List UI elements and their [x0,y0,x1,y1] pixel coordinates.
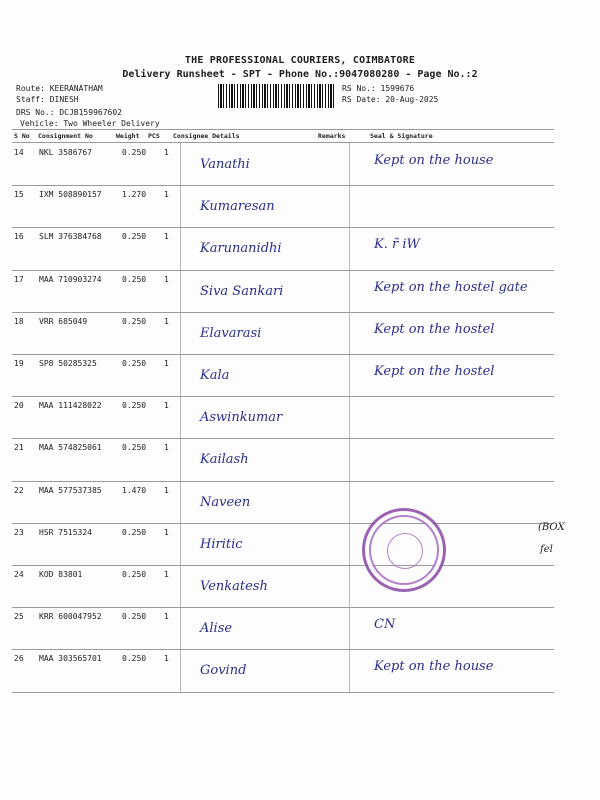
row-consignee-name: Kala [200,368,230,383]
row-consignee-name: Elavarasi [200,325,262,341]
row-weight: 0.250 [122,232,147,242]
row-signature: Kept on the house [374,153,494,168]
row-consignment-no: MAA 574825061 [39,443,102,453]
row-pcs: 1 [164,654,169,664]
row-consignment-no: SLM 376384768 [39,232,102,242]
row-weight: 1.270 [122,190,147,200]
row-weight: 0.250 [122,570,147,579]
col-remarks: Remarks [318,132,346,140]
row-consignee-name: Vanathi [200,157,250,172]
row-consignee-name: Kailash [200,452,249,468]
row-consignee-name: Venkatesh [200,579,268,594]
row-sno: 23 [14,527,24,537]
table-row [12,354,554,396]
row-sno: 25 [14,612,24,622]
row-signature: Kept on the house [374,659,494,675]
row-consignment-no: KOD 83801 [39,570,83,579]
row-sno: 17 [14,274,24,284]
row-weight: 0.250 [122,612,147,622]
row-sno: 15 [14,190,24,200]
col-consignment: Consignment No [38,132,93,140]
row-weight: 0.250 [122,527,147,537]
row-consignment-no: MAA 111428022 [39,401,102,411]
row-sno: 22 [14,485,24,495]
row-pcs: 1 [164,359,169,368]
row-weight: 1.470 [122,485,147,495]
row-sno: 24 [14,570,24,579]
row-pcs: 1 [164,570,169,579]
row-consignee-name: Hiritic [200,536,243,552]
box-note-2: fel [540,544,553,555]
row-signature: Kept on the hostel [374,321,495,337]
col-seal-signature: Seal & Signature [370,132,433,140]
table-row [12,438,554,480]
row-signature: CN [374,617,396,633]
row-pcs: 1 [164,232,169,242]
table-row [12,523,554,565]
row-consignment-no: MAA 577537385 [39,485,102,495]
table-row [12,607,554,649]
row-consignee-name: Karunanidhi [200,241,282,257]
row-divider [12,692,554,693]
rs-number: RS No.: 1599676 [342,84,415,93]
row-consignment-no: HSR 7515324 [39,527,92,537]
row-signature: K. r̃ iW [374,237,420,253]
row-weight: 0.250 [122,148,147,157]
row-sno: 18 [14,316,24,326]
table-row [12,227,554,269]
row-consignment-no: IXM 508890157 [39,190,102,200]
row-signature: Kept on the hostel gate [374,279,528,295]
row-pcs: 1 [164,190,169,200]
row-signature: Kept on the hostel [374,364,495,379]
barcode [218,84,336,108]
col-pcs: PCS [148,132,160,140]
route-label: Route: KEERANATHAM [16,84,103,93]
row-weight: 0.250 [122,401,147,411]
col-sno: S No [14,132,30,140]
row-pcs: 1 [164,527,169,537]
rs-date: RS Date: 20-Aug-2025 [342,95,439,104]
row-weight: 0.250 [122,654,147,664]
row-consignment-no: NKL 3586767 [39,148,92,157]
row-weight: 0.250 [122,359,147,368]
row-consignment-no: KRR 600047952 [39,612,102,622]
row-consignee-name: Aswinkumar [200,410,283,426]
row-consignment-no: VRR 685049 [39,316,88,326]
row-sno: 19 [14,359,24,368]
row-consignee-name: Naveen [200,494,251,510]
col-weight: Weight [116,132,140,140]
row-consignment-no: MAA 710903274 [39,274,102,284]
table-row [12,481,554,523]
col-consignee: Consignee Details [173,132,240,140]
table-row [12,143,554,185]
row-pcs: 1 [164,316,169,326]
row-pcs: 1 [164,612,169,622]
row-pcs: 1 [164,148,169,157]
row-sno: 14 [14,148,24,157]
row-sno: 21 [14,443,24,453]
drs-number: DRS No.: DCJB159967602 [16,108,122,117]
row-consignee-name: Govind [200,663,247,679]
table-row [12,649,554,691]
table-row [12,565,554,607]
staff-label: Staff: DINESH [16,95,79,104]
row-consignee-name: Kumaresan [200,199,275,215]
company-title: THE PROFESSIONAL COURIERS, COIMBATORE [184,55,416,66]
row-sno: 20 [14,401,24,411]
row-consignee-name: Alise [200,621,233,637]
row-pcs: 1 [164,401,169,411]
row-sno: 16 [14,232,24,242]
row-consignee-name: Siva Sankari [200,283,284,299]
row-pcs: 1 [164,274,169,284]
row-weight: 0.250 [122,274,147,284]
table-row [12,185,554,227]
table-row [12,396,554,438]
row-pcs: 1 [164,485,169,495]
row-weight: 0.250 [122,443,147,453]
vehicle-label: Vehicle: Two Wheeler Delivery [20,119,160,128]
box-note: (BOX [538,522,565,533]
row-weight: 0.250 [122,316,147,326]
table-row [12,270,554,312]
company-seal-stamp [362,508,446,592]
row-consignment-no: MAA 303565701 [39,654,102,664]
row-sno: 26 [14,654,24,664]
table-row [12,312,554,354]
seal-center [387,533,423,569]
table-top-border [12,129,554,130]
row-consignment-no: SP8 50285325 [39,359,97,368]
row-pcs: 1 [164,443,169,453]
runsheet-subtitle: Delivery Runsheet - SPT - Phone No.:9047080280 - Page No.:2 [122,69,478,80]
